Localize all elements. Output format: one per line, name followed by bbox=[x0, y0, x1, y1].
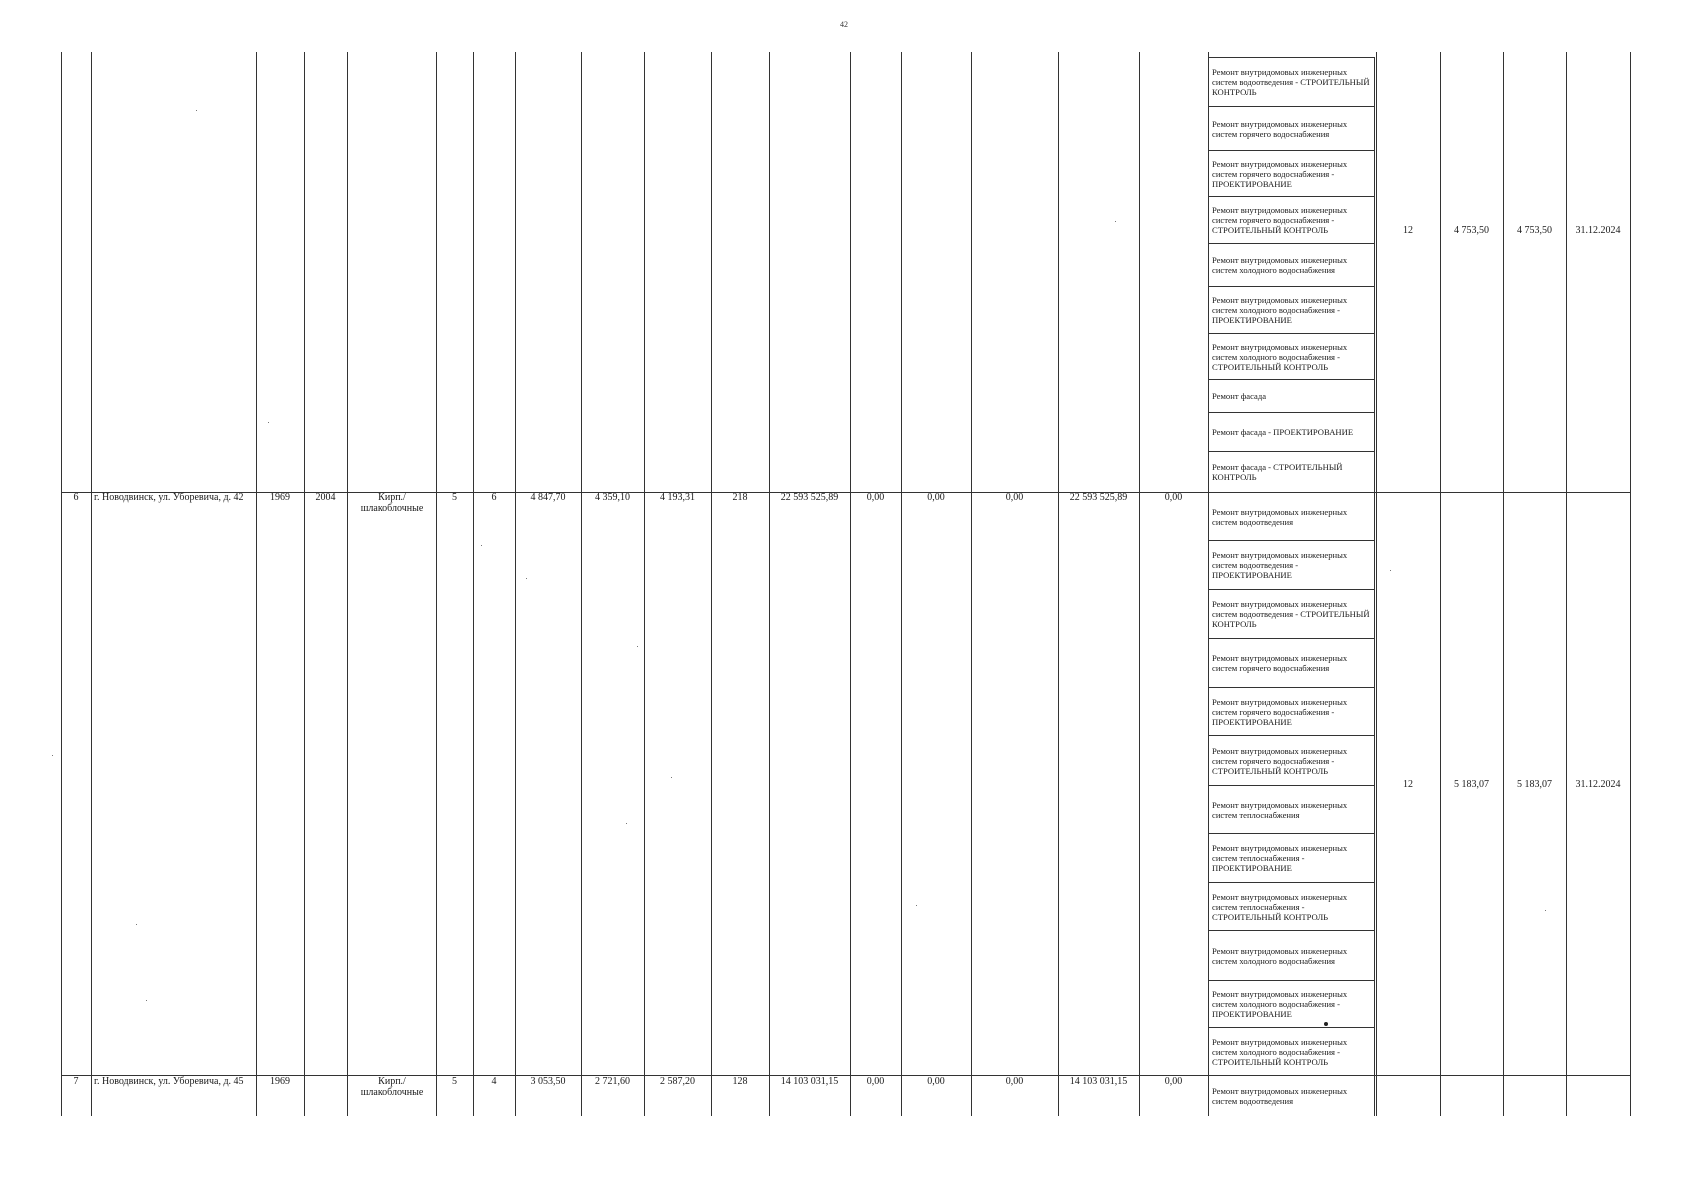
work-item: Ремонт внутридомовых инженерных систем холодного водоснабжения bbox=[1212, 945, 1348, 966]
row-fund-3: 0,00 bbox=[1005, 1076, 1024, 1087]
column-divider bbox=[1058, 52, 1059, 1116]
work-item: Ремонт фасада - СТРОИТЕЛЬНЫЙ КОНТРОЛЬ bbox=[1212, 462, 1343, 482]
row-fund-owners: 22 593 525,89 bbox=[1069, 492, 1128, 503]
top-cost-b: 4 753,50 bbox=[1517, 225, 1552, 236]
page-number: 42 bbox=[840, 20, 848, 29]
row-area-living: 2 721,60 bbox=[595, 1076, 630, 1087]
row-year-renov: 2004 bbox=[315, 492, 336, 503]
row-area-owned: 2 587,20 bbox=[660, 1076, 695, 1087]
row-fund-1: 0,00 bbox=[866, 1076, 885, 1087]
top-count: 12 bbox=[1403, 225, 1413, 236]
work-item: Ремонт внутридомовых инженерных систем водоотведения - ПРОЕКТИРОВАНИЕ bbox=[1212, 550, 1348, 580]
scan-speck bbox=[1115, 221, 1116, 222]
row-floors: 5 bbox=[452, 1076, 457, 1087]
scan-ink-dot bbox=[1324, 1022, 1328, 1026]
row-fund-owners: 14 103 031,15 bbox=[1069, 1076, 1128, 1087]
scan-speck bbox=[526, 578, 527, 579]
row-area-living: 4 359,10 bbox=[595, 492, 630, 503]
row-entrances: 6 bbox=[491, 492, 497, 503]
row-year-built: 1969 bbox=[270, 1076, 290, 1087]
scan-speck bbox=[637, 646, 638, 647]
column-divider bbox=[1630, 52, 1631, 1116]
column-divider bbox=[1566, 52, 1567, 1116]
row-entrances: 4 bbox=[491, 1076, 497, 1087]
top-deadline: 31.12.2024 bbox=[1575, 225, 1621, 236]
column-divider bbox=[850, 52, 851, 1116]
scan-speck bbox=[1545, 910, 1546, 911]
column-divider bbox=[256, 52, 257, 1116]
row-fund-other: 0,00 bbox=[1164, 492, 1183, 503]
column-divider bbox=[1503, 52, 1504, 1116]
column-divider bbox=[515, 52, 516, 1116]
row-residents: 218 bbox=[732, 492, 748, 503]
row-deadline: 31.12.2024 bbox=[1575, 779, 1621, 790]
row-fund-1: 0,00 bbox=[866, 492, 885, 503]
works-box-right bbox=[1374, 57, 1375, 492]
column-divider bbox=[1440, 52, 1441, 1116]
work-item: Ремонт внутридомовых инженерных систем теплоснабжения - ПРОЕКТИРОВАНИЕ bbox=[1212, 843, 1348, 873]
column-divider bbox=[61, 52, 62, 1116]
work-item: Ремонт внутридомовых инженерных систем холодного водоснабжения bbox=[1212, 255, 1348, 275]
column-divider bbox=[473, 52, 474, 1116]
work-item: Ремонт внутридомовых инженерных систем водоотведения - СТРОИТЕЛЬНЫЙ КОНТРОЛЬ bbox=[1212, 599, 1370, 629]
column-divider bbox=[581, 52, 582, 1116]
scan-speck bbox=[146, 1000, 147, 1001]
row-area-owned: 4 193,31 bbox=[660, 492, 695, 503]
works-box-right bbox=[1374, 492, 1375, 1075]
work-item: Ремонт внутридомовых инженерных систем холодного водоснабжения - ПРОЕКТИРОВАНИЕ bbox=[1212, 989, 1348, 1019]
row-fund-3: 0,00 bbox=[1005, 492, 1024, 503]
work-item: Ремонт внутридомовых инженерных систем холодного водоснабжения - СТРОИТЕЛЬНЫЙ КОНТРОЛЬ bbox=[1212, 341, 1348, 372]
scan-speck bbox=[481, 545, 482, 546]
row-number: 7 bbox=[73, 1076, 79, 1087]
column-divider bbox=[347, 52, 348, 1116]
work-item: Ремонт внутридомовых инженерных систем водоотведения bbox=[1212, 506, 1348, 527]
row-cost-b: 5 183,07 bbox=[1517, 779, 1552, 790]
work-item: Ремонт внутридомовых инженерных систем горячего водоснабжения bbox=[1212, 653, 1348, 673]
works-box-right bbox=[1374, 1075, 1375, 1116]
row-fund-other: 0,00 bbox=[1164, 1076, 1183, 1087]
row-number: 6 bbox=[73, 492, 79, 503]
column-divider bbox=[711, 52, 712, 1116]
scan-speck bbox=[136, 924, 137, 925]
row-floors: 5 bbox=[452, 492, 457, 503]
work-item: Ремонт фасада - ПРОЕКТИРОВАНИЕ bbox=[1212, 427, 1354, 437]
top-cost-a: 4 753,50 bbox=[1454, 225, 1489, 236]
row-address: г. Новодвинск, ул. Уборевича, д. 42 bbox=[94, 492, 244, 503]
column-divider bbox=[901, 52, 902, 1116]
column-divider bbox=[644, 52, 645, 1116]
work-item: Ремонт внутридомовых инженерных систем горячего водоснабжения - СТРОИТЕЛЬНЫЙ КОНТРОЛЬ bbox=[1212, 205, 1348, 235]
column-divider bbox=[304, 52, 305, 1116]
column-divider bbox=[436, 52, 437, 1116]
column-divider bbox=[971, 52, 972, 1116]
row-area-total: 3 053,50 bbox=[530, 1076, 566, 1087]
row-year-built: 1969 bbox=[270, 492, 290, 503]
work-item: Ремонт внутридомовых инженерных систем водоотведения bbox=[1212, 1086, 1348, 1106]
scan-speck bbox=[1390, 570, 1391, 571]
scan-speck bbox=[916, 905, 917, 906]
work-item: Ремонт внутридомовых инженерных систем теплоснабжения - СТРОИТЕЛЬНЫЙ КОНТРОЛЬ bbox=[1212, 891, 1348, 922]
work-item: Ремонт внутридомовых инженерных систем водоотведения - СТРОИТЕЛЬНЫЙ КОНТРОЛЬ bbox=[1212, 67, 1370, 97]
work-item: Ремонт внутридомовых инженерных систем горячего водоснабжения - ПРОЕКТИРОВАНИЕ bbox=[1212, 696, 1348, 727]
scan-speck bbox=[626, 823, 627, 824]
row-wall-material: Кирп./ шлакоблочные bbox=[360, 492, 424, 514]
work-item: Ремонт внутридомовых инженерных систем холодного водоснабжения - ПРОЕКТИРОВАНИЕ bbox=[1212, 295, 1348, 325]
column-divider bbox=[91, 52, 92, 1116]
row-residents: 128 bbox=[732, 1076, 748, 1087]
work-item: Ремонт фасада bbox=[1212, 391, 1267, 401]
row-cost-total: 22 593 525,89 bbox=[780, 492, 839, 503]
scan-speck bbox=[52, 755, 53, 756]
column-divider bbox=[1139, 52, 1140, 1116]
work-item: Ремонт внутридомовых инженерных систем теплоснабжения bbox=[1212, 799, 1348, 820]
row-cost-a: 5 183,07 bbox=[1454, 779, 1489, 790]
scan-speck bbox=[671, 777, 672, 778]
work-item: Ремонт внутридомовых инженерных систем холодного водоснабжения - СТРОИТЕЛЬНЫЙ КОНТРОЛЬ bbox=[1212, 1036, 1348, 1067]
row-wall-material: Кирп./ шлакоблочные bbox=[360, 1076, 424, 1098]
scan-speck bbox=[196, 110, 197, 111]
row-fund-2: 0,00 bbox=[927, 1076, 945, 1087]
row-count: 12 bbox=[1403, 779, 1413, 790]
column-divider bbox=[1376, 52, 1377, 1116]
column-divider bbox=[769, 52, 770, 1116]
work-item: Ремонт внутридомовых инженерных систем горячего водоснабжения - СТРОИТЕЛЬНЫЙ КОНТРОЛЬ bbox=[1212, 745, 1348, 776]
row-area-total: 4 847,70 bbox=[530, 492, 566, 503]
work-item: Ремонт внутридомовых инженерных систем горячего водоснабжения - ПРОЕКТИРОВАНИЕ bbox=[1212, 158, 1348, 189]
work-item: Ремонт внутридомовых инженерных систем горячего водоснабжения bbox=[1212, 118, 1348, 139]
row-cost-total: 14 103 031,15 bbox=[780, 1076, 839, 1087]
row-address: г. Новодвинск, ул. Уборевича, д. 45 bbox=[94, 1076, 244, 1087]
row-fund-2: 0,00 bbox=[927, 492, 945, 503]
scan-speck bbox=[268, 422, 269, 423]
